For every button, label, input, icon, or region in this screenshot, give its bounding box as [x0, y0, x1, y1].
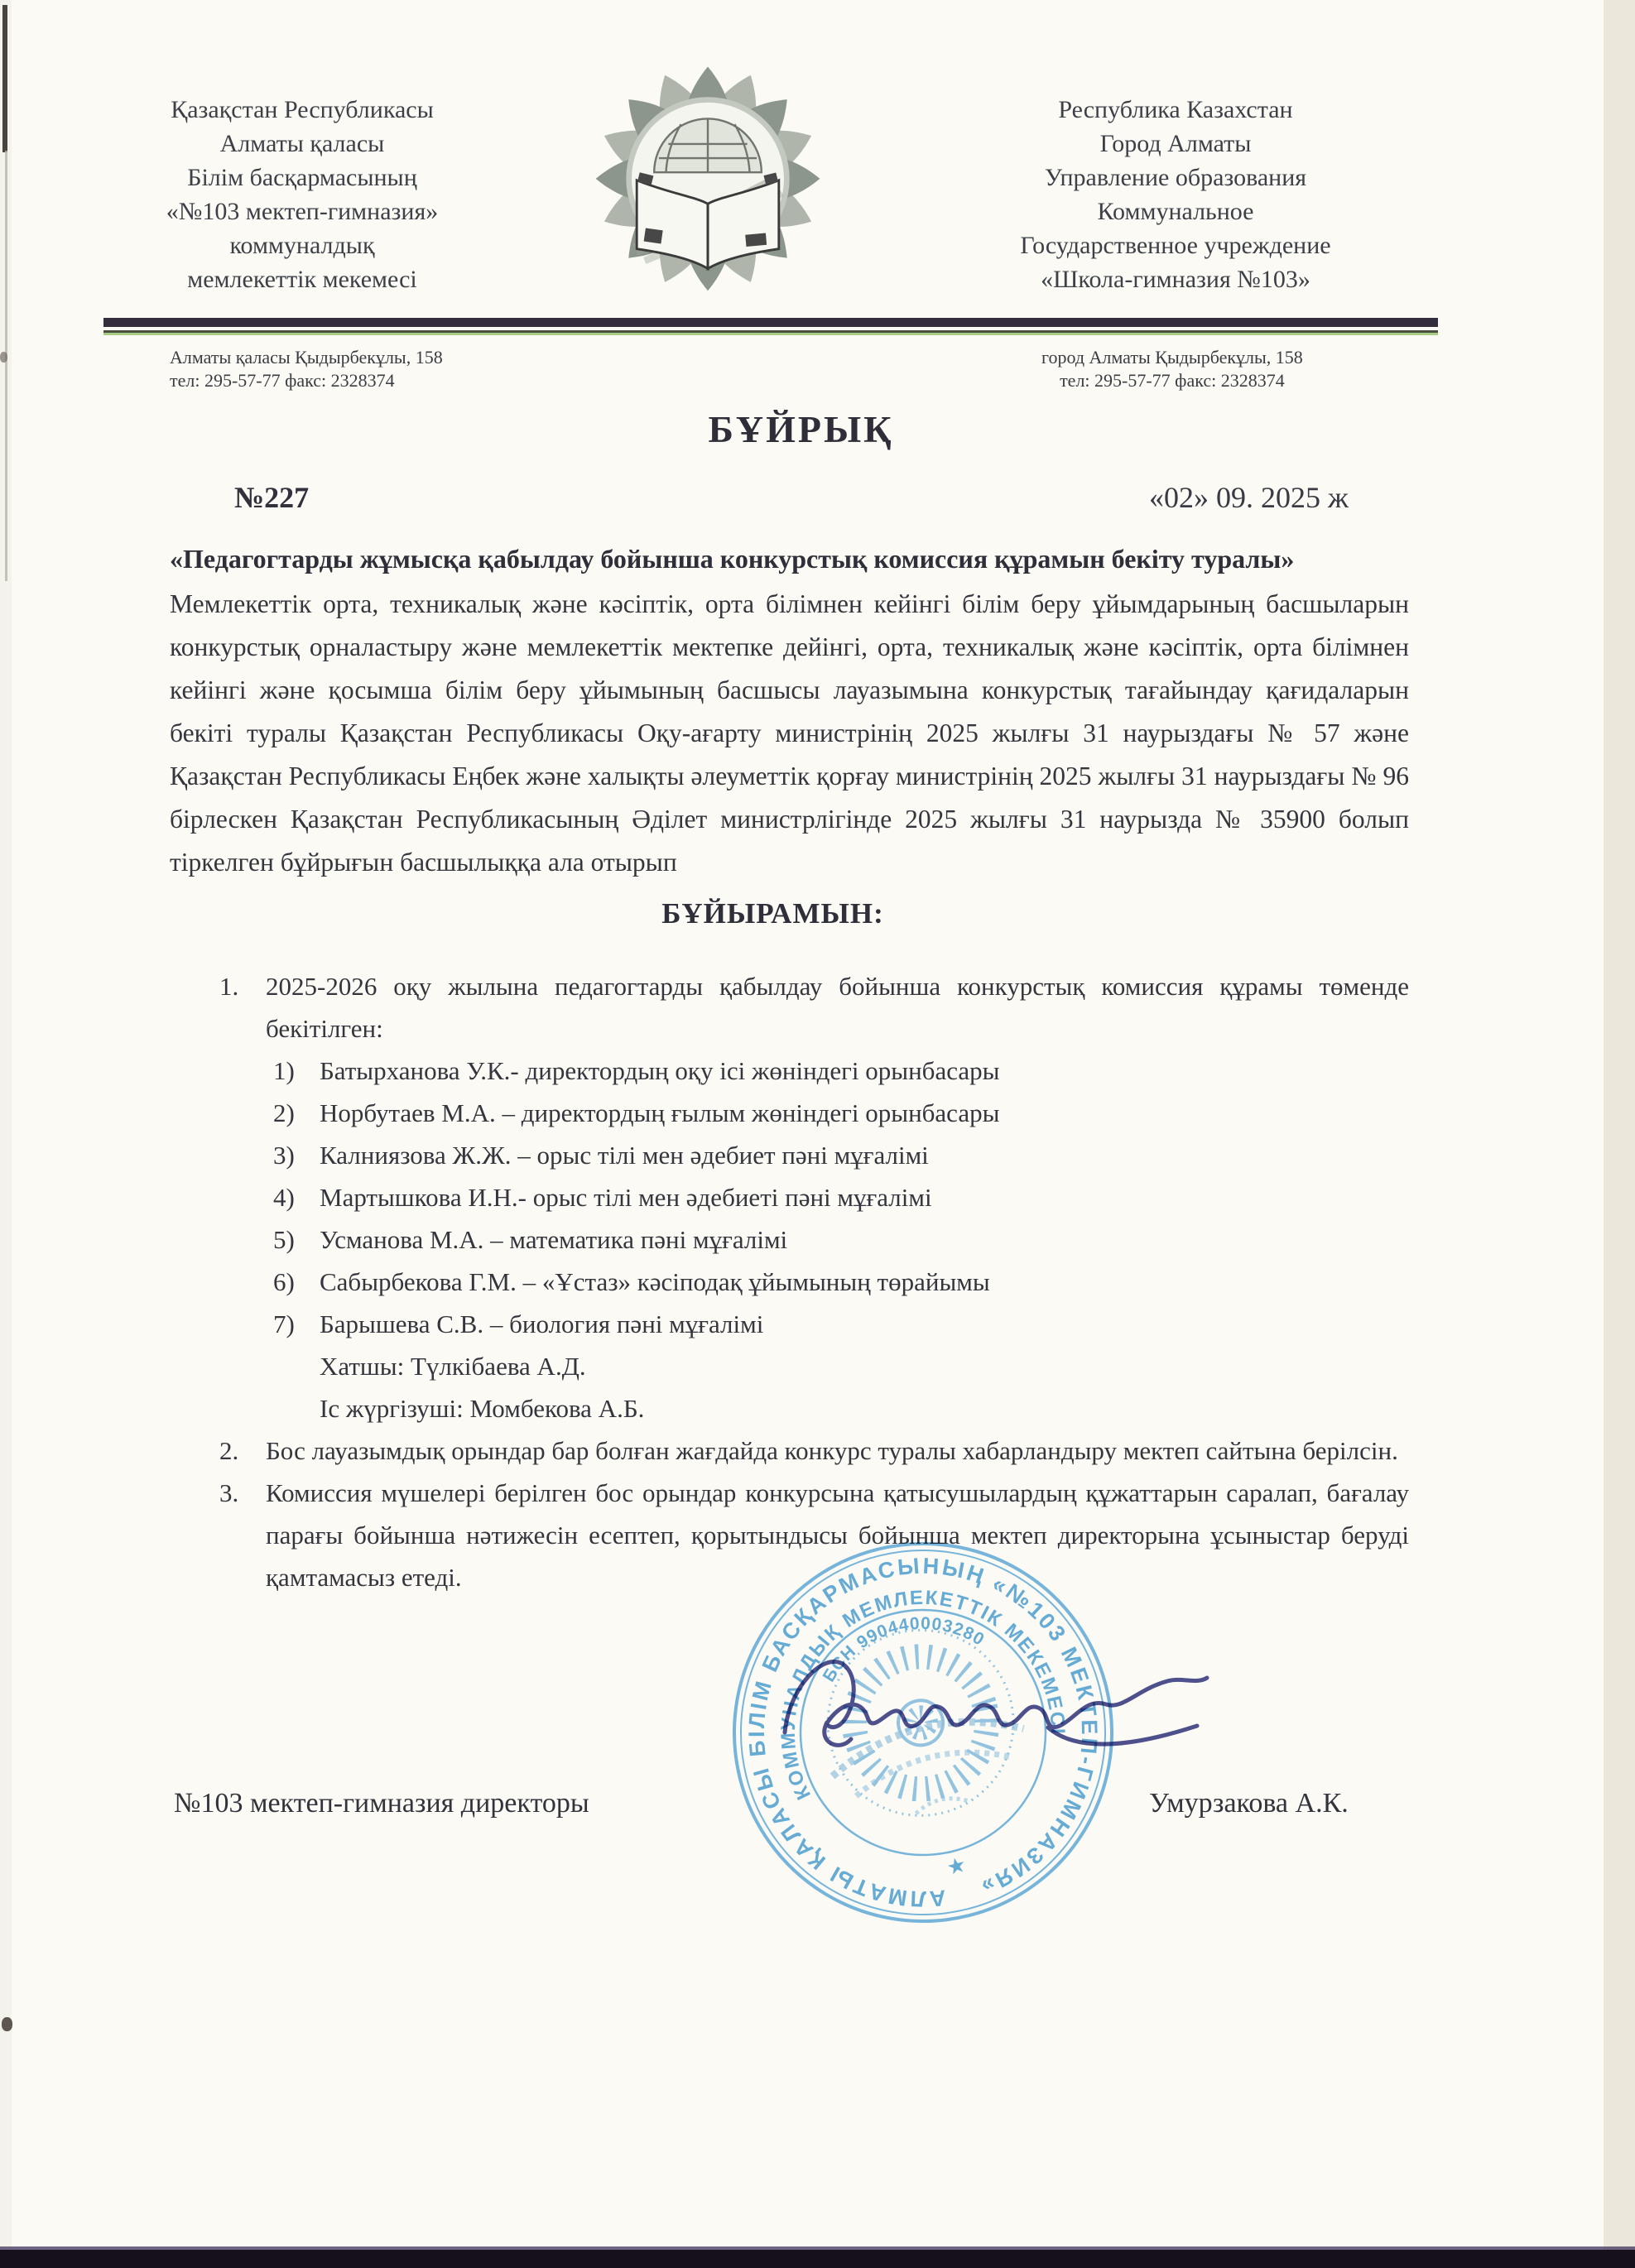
order-body [170, 538, 1409, 1598]
scan-right-strip [1604, 0, 1635, 2268]
member-text: Норбутаев М.А. – директордың ғылым жөніндегі орынбасары [320, 1098, 1000, 1127]
org-line: мемлекеттік мекемесі [187, 266, 417, 293]
member-number: 2) [273, 1098, 295, 1127]
signature-name: Умурзакова А.К. [1149, 1788, 1349, 1819]
item-text: Бос лауазымдық орындар бар болған жағдайда конкурс туралы хабарландыру мектеп сайтына берілсін. [266, 1436, 1398, 1465]
signature-ink-icon [770, 1618, 1217, 1784]
org-line: Город Алматы [1099, 130, 1252, 157]
item-text: Комиссия мүшелері берілген бос орындар конкурсына қатысушылардың құжаттарын саралап, бағалау парағы бойынша нәтижесін есептеп, қорытындысы бойынша мектеп директорына ұсыныстар беруді қамтамасыз етеді. [266, 1478, 1409, 1592]
item-number: 2. [219, 1436, 239, 1465]
stamp-bsn-text: БСН 990440003280 [819, 1613, 988, 1686]
commission-secretary: Хатшы: Түлкібаева А.Д. [320, 1352, 586, 1381]
org-line: Государственное учреждение [1020, 232, 1331, 259]
org-line: Білім басқармасының [187, 164, 417, 191]
member-number: 7) [273, 1309, 295, 1338]
org-line: Республика Казахстан [1058, 96, 1293, 123]
school-emblem-logo [589, 60, 826, 293]
member-number: 1) [273, 1056, 295, 1085]
address-line: город Алматы Қыдырбекұлы, 158 [1041, 347, 1303, 368]
member-text: Мартышкова И.Н.- орыс тілі мен әдебиеті пәні мұғалімі [320, 1183, 932, 1212]
org-name-russian [952, 93, 1399, 296]
school-emblem-icon [589, 60, 826, 293]
address-line: Алматы қаласы Қыдырбекұлы, 158 [170, 347, 443, 368]
item-number: 1. [219, 972, 239, 1001]
order-date: «02» 09. 2025 ж [1149, 481, 1349, 514]
commission-member [273, 1176, 1409, 1218]
commission-member [273, 1092, 1409, 1134]
scan-speck [2, 2017, 12, 2031]
phone-line: тел: 295-57-77 факс: 2328374 [170, 370, 395, 391]
org-line: «Школа-гимназия №103» [1041, 266, 1310, 293]
member-text: Усманова М.А. – математика пәні мұғалімі [320, 1225, 788, 1254]
member-number: 5) [273, 1225, 295, 1254]
scan-speck [0, 352, 7, 363]
commission-member [273, 1303, 1409, 1345]
member-text: Батырханова У.К.- директордың оқу ісі жөніндегі орынбасары [320, 1056, 1000, 1085]
order-item-2 [219, 1430, 1409, 1472]
order-title: БҰЙРЫҚ [708, 408, 894, 450]
header-divider [103, 318, 1438, 336]
contact-info-right [1041, 346, 1303, 392]
scan-bottom-strip [0, 2250, 1635, 2268]
org-line: Алматы қаласы [219, 130, 385, 157]
order-preamble: Мемлекеттік орта, техникалық және кәсіптік, орта білімнен кейінгі білім беру ұйымдарының басшыларын конкурстық орналастыру және мемлекеттік мектепке дейінгі, орта, техникалық және кәсіптік, орта білімнен кейінгі және қосымша білім беру ұйымының басшысы лауазымына конкурстық тағайындау қағидаларын бекіті туралы Қазақстан Республикасы Оқу-ағарту министрінің 2025 жылғы 31 наурыздағы № 57 және Қазақстан Республикасы Еңбек және халықты әлеуметтік қорғау министрінің 2025 жылғы 31 наурыздағы № 96 бірлескен Қазақстан Республикасының Әділет министрлігінде 2025 жылғы 31 наурызда № 35900 болып тіркелген бұйрығын басшылыққа ала отырып [170, 589, 1409, 877]
org-line: Коммунальное [1097, 198, 1254, 225]
commission-member [273, 1261, 1409, 1303]
scan-left-mark [2, 5, 7, 152]
phone-line: тел: 295-57-77 факс: 2328374 [1060, 370, 1285, 391]
stamp-inner-text: КОММУНАЛДЫҚ МЕМЛЕКЕТТІК МЕКЕМЕСІ [777, 1586, 1070, 1804]
member-text: Сабырбекова Г.М. – «Ұстаз» кәсіподақ ұйымының төрайымы [320, 1267, 990, 1296]
member-text: Барышева С.В. – биология пәні мұғалімі [320, 1309, 764, 1338]
org-line: «№103 мектеп-гимназия» [166, 198, 439, 225]
member-text: Калниязова Ж.Ж. – орыс тілі мен әдебиет пәні мұғалімі [320, 1141, 929, 1170]
director-signature [770, 1618, 1217, 1784]
scan-left-faint-line [5, 151, 7, 581]
member-number: 3) [273, 1141, 295, 1170]
org-name-kazakh [79, 93, 526, 296]
member-number: 6) [273, 1267, 295, 1296]
org-line: коммуналдық [229, 232, 375, 259]
commission-member [273, 1218, 1409, 1261]
item-number: 3. [219, 1478, 239, 1507]
stamp-star-icon: ★ [944, 1852, 969, 1881]
org-line: Управление образования [1044, 164, 1307, 191]
commission-member [273, 1134, 1409, 1176]
order-number: №227 [234, 481, 310, 514]
order-items [170, 965, 1409, 1598]
signature-label: №103 мектеп-гимназия директоры [174, 1788, 589, 1819]
commission-member [273, 1050, 1409, 1092]
commission-clerk: Іс жүргізуші: Момбекова А.Б. [320, 1394, 645, 1423]
order-subject: «Педагогтарды жұмысқа қабылдау бойынша конкурстық комиссия құрамын бекіту туралы» [170, 544, 1295, 574]
order-item-1 [219, 965, 1409, 1050]
org-line: Қазақстан Республикасы [171, 96, 434, 123]
contact-info-left [170, 346, 443, 392]
member-number: 4) [273, 1183, 295, 1212]
resolution-heading: БҰЙЫРАМЫН: [661, 897, 884, 930]
item-text: 2025-2026 оқу жылына педагогтарды қабылдау бойынша конкурстық комиссия құрамы төменде бекітілген: [266, 972, 1409, 1043]
stamp-ring-text: АЛМАТЫ ҚАЛАСЫ БІЛІМ БАСҚАРМАСЫНЫҢ «№103 МЕКТЕП-ГИМНАЗИЯ» [743, 1553, 1103, 1912]
